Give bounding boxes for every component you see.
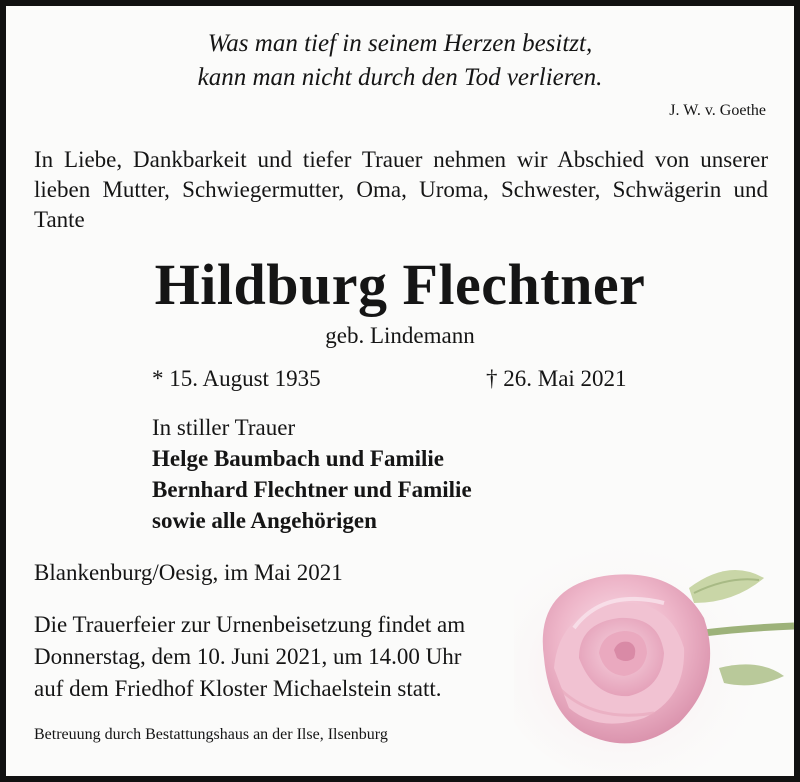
death-date: † 26. Mai 2021 <box>486 366 627 391</box>
quote-line-1: Was man tief in seinem Herzen besitzt, <box>207 30 593 57</box>
mourner-line: Bernhard Flechtner und Familie <box>152 477 472 502</box>
birth-date: * 15. August 1935 <box>152 366 321 391</box>
maiden-name: geb. Lindemann <box>325 323 475 348</box>
funeral-line-3: auf dem Friedhof Kloster Michaelstein statt. <box>34 676 442 701</box>
place-date: Blankenburg/Oesig, im Mai 2021 <box>34 560 343 585</box>
funeral-line-1: Die Trauerfeier zur Urnenbeisetzung findet am <box>34 612 466 637</box>
obituary-notice <box>6 6 794 776</box>
quote-author: J. W. v. Goethe <box>669 102 766 119</box>
mourner-line: Helge Baumbach und Familie <box>152 446 444 471</box>
intro-text: In Liebe, Dankbarkeit und tiefer Trauer nehmen wir Abschied von unserer lieben Mutter, Schwiegermutter, Oma, Uroma, Schwester, Schwägerin und Tante <box>34 147 768 232</box>
deceased-name: Hildburg Flechtner <box>154 252 646 317</box>
mourners-intro: In stiller Trauer <box>152 415 296 440</box>
pink-rose-image <box>514 518 794 776</box>
funeral-line-2: Donnerstag, dem 10. Juni 2021, um 14.00 Uhr <box>34 644 462 669</box>
quote-line-2: kann man nicht durch den Tod verlieren. <box>197 64 603 91</box>
undertaker-note: Betreuung durch Bestattungshaus an der Ilse, Ilsenburg <box>34 726 388 743</box>
mourner-line: sowie alle Angehörigen <box>152 508 377 533</box>
